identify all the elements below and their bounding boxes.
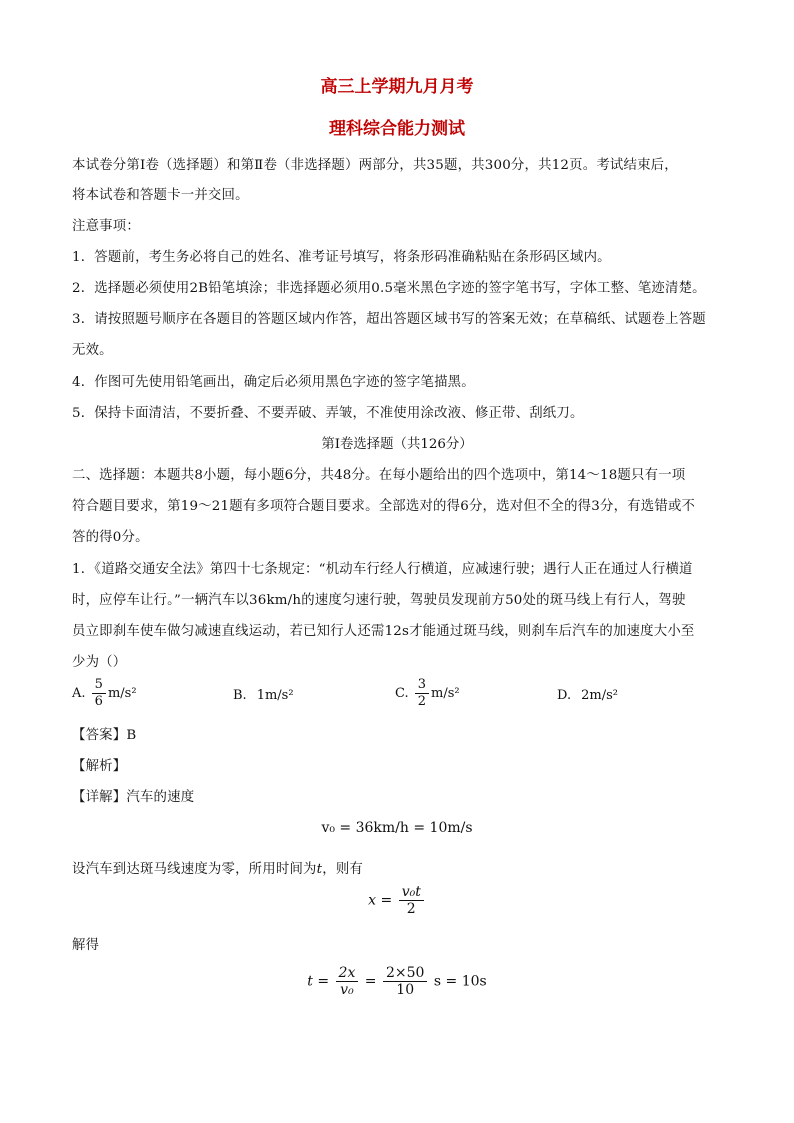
- option-c-label: C.: [395, 686, 409, 701]
- section-desc-line: 答的得0分。: [72, 530, 149, 545]
- text-time-setup-end: ，则有: [322, 862, 364, 877]
- exam-subtitle: 理科综合能力测试: [329, 119, 465, 139]
- option-b-text: 1m/s²: [256, 688, 294, 703]
- detail-label: 【详解】: [72, 790, 127, 805]
- intro-line-2: 将本试卷和答题卡一并交回。: [72, 188, 249, 203]
- option-d-label: D.: [557, 688, 572, 703]
- notice-item: 5．保持卡面清洁，不要折叠、不要弄破、弄皱，不准使用涂改液、修正带、刮纸刀。: [72, 406, 584, 421]
- option-a-denominator: 6: [94, 694, 103, 709]
- notice-heading: 注意事项：: [72, 219, 140, 234]
- option-b: [233, 688, 294, 703]
- option-d: [557, 688, 618, 703]
- equation-time-numerator-2: 2×50: [383, 965, 427, 982]
- option-a-unit: m/s²: [107, 686, 137, 701]
- detail-line: [72, 786, 194, 805]
- detail-text: 汽车的速度: [126, 790, 195, 805]
- notice-item: 1．答题前，考生务必将自己的姓名、准考证号填写，将条形码准确粘贴在条形码区域内。: [72, 250, 611, 265]
- answer-value: B: [126, 728, 137, 743]
- question-line: 少为（）: [72, 655, 127, 670]
- section-heading: 第Ⅰ卷选择题（共126分）: [321, 437, 473, 452]
- equation-time-denominator-2: 10: [396, 982, 415, 998]
- equation-time-fraction-1: [336, 965, 359, 998]
- text-time-setup-main: 设汽车到达斑马线速度为零，所用时间为: [72, 862, 317, 877]
- option-c: [395, 677, 460, 710]
- option-a-fraction: [92, 677, 106, 710]
- equation-time-equals: =: [364, 973, 377, 990]
- equation-distance-fraction: [399, 884, 424, 917]
- intro-line-1: 本试卷分第Ⅰ卷（选择题）和第Ⅱ卷（非选择题）两部分，共35题，共300分，共12页。考试结束后，: [72, 158, 678, 173]
- option-c-denominator: 2: [417, 694, 427, 709]
- question-line: 员立即刹车使车做匀减速直线运动，若已知行人还需12s才能通过斑马线，则刹车后汽车的加速度大小至: [72, 624, 695, 639]
- option-a: [72, 677, 137, 710]
- notice-item: 4．作图可先使用铅笔画出，确定后必须用黑色字迹的签字笔描黑。: [72, 375, 475, 390]
- equation-distance: [0, 884, 794, 917]
- option-b-label: B.: [233, 688, 247, 703]
- exam-title: 高三上学期九月月考: [320, 77, 474, 97]
- text-solve: 解得: [72, 938, 100, 953]
- option-c-numerator: 3: [415, 677, 429, 694]
- question-line: 1．《道路交通安全法》第四十七条规定：“机动车行经人行横道，应减速行驶；遇行人正在通过人行横道: [72, 562, 693, 577]
- analysis-label: 【解析】: [72, 759, 127, 774]
- option-a-numerator: 5: [92, 677, 106, 694]
- notice-item: 无效。: [72, 343, 113, 358]
- answer-line: [72, 724, 136, 743]
- equation-time-rhs: s = 10s: [433, 973, 487, 990]
- option-c-fraction: [415, 677, 429, 710]
- question-line: 时，应停车让行。”一辆汽车以36km/h的速度匀速行驶，驾驶员发现前方50处的斑马线上有行人，驾驶: [72, 593, 686, 608]
- equation-velocity: v₀ = 36km/h = 10m/s: [321, 820, 473, 836]
- notice-item: 2．选择题必须使用2B铅笔填涂；非选择题必须用0.5毫米黑色字迹的签字笔书写，字体工整、笔迹清楚。: [72, 281, 706, 296]
- text-time-setup: [72, 858, 363, 877]
- option-a-label: A.: [72, 686, 86, 701]
- notice-item: 3．请按照题号顺序在各题目的答题区域内作答，超出答题区域书写的答案无效；在草稿纸、试题卷上答题: [72, 312, 706, 327]
- option-d-text: 2m/s²: [581, 688, 618, 703]
- equation-time-denominator-1: v₀: [340, 982, 354, 998]
- equation-distance-lhs: x =: [368, 892, 393, 909]
- equation-time: [0, 965, 794, 998]
- equation-distance-numerator: v₀t: [399, 884, 424, 901]
- equation-time-numerator-1: 2x: [336, 965, 359, 982]
- answer-label: 【答案】: [72, 728, 127, 743]
- equation-time-fraction-2: [383, 965, 427, 998]
- option-c-unit: m/s²: [431, 686, 460, 701]
- section-desc-line: 符合题目要求，第19～21题有多项符合题目要求。全部选对的得6分，选对但不全的得3分，有选错或不: [72, 499, 696, 514]
- text-time-var: t: [316, 862, 323, 877]
- section-desc-line: 二、选择题：本题共8小题，每小题6分，共48分。在每小题给出的四个选项中，第14～18题只有一项: [72, 468, 686, 483]
- equation-distance-denominator: 2: [406, 901, 416, 917]
- equation-time-lhs: t =: [307, 973, 330, 990]
